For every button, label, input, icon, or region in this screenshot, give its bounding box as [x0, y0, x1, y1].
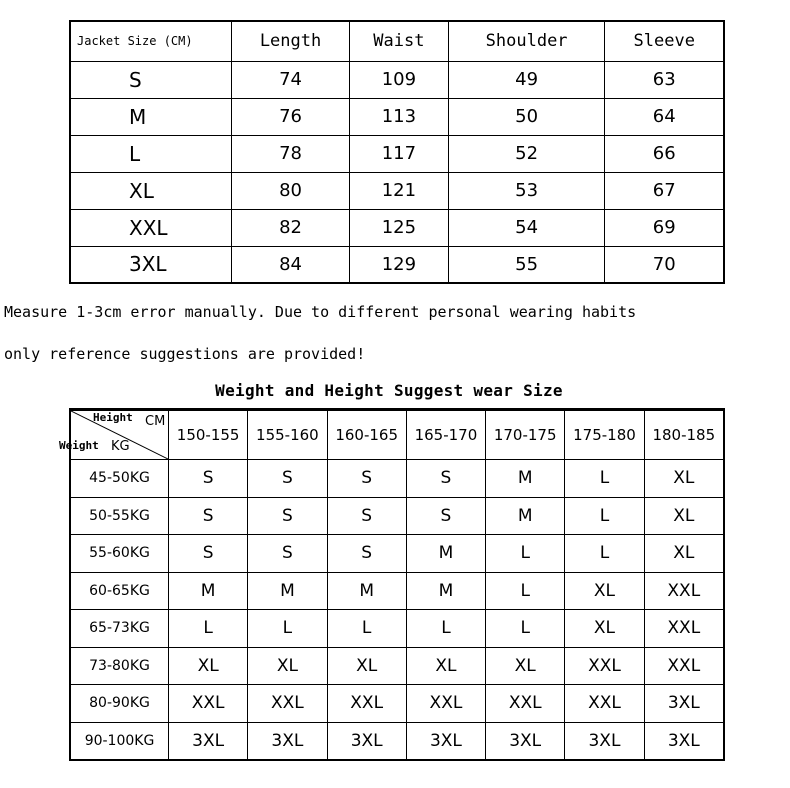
- size-cell: S: [248, 497, 327, 535]
- size-header-sleeve: Sleeve: [605, 21, 724, 61]
- size-cell: S: [406, 460, 485, 498]
- size-cell: XXL: [565, 647, 644, 685]
- waist-cell: 121: [350, 172, 449, 209]
- sleeve-cell: 69: [605, 209, 724, 246]
- size-cell: XXL: [644, 647, 724, 685]
- shoulder-cell: 54: [448, 209, 605, 246]
- sleeve-cell: 63: [605, 61, 724, 98]
- size-cell: S: [169, 460, 248, 498]
- size-cell: 3XL: [644, 722, 724, 760]
- weight-label: 60-65KG: [70, 572, 169, 610]
- size-cell: XXL: [169, 685, 248, 723]
- size-header-waist: Waist: [350, 21, 449, 61]
- size-label: L: [70, 135, 232, 172]
- size-cell: L: [327, 610, 406, 648]
- size-cell: XXL: [644, 572, 724, 610]
- reference-note: only reference suggestions are provided!: [4, 345, 366, 363]
- size-cell: S: [327, 460, 406, 498]
- corner-weight-label: Weight: [59, 439, 99, 452]
- size-cell: XL: [644, 460, 724, 498]
- size-cell: XL: [565, 610, 644, 648]
- size-cell: 3XL: [248, 722, 327, 760]
- size-cell: L: [565, 497, 644, 535]
- size-row-s: [70, 61, 724, 98]
- size-cell: M: [486, 497, 565, 535]
- waist-cell: 109: [350, 61, 449, 98]
- size-row-xl: [70, 172, 724, 209]
- size-label: XL: [70, 172, 232, 209]
- size-label: XXL: [70, 209, 232, 246]
- size-header-jacket-size: Jacket Size (CM): [70, 21, 232, 61]
- size-cell: 3XL: [565, 722, 644, 760]
- size-cell: M: [406, 572, 485, 610]
- length-cell: 76: [232, 98, 350, 135]
- size-cell: L: [486, 610, 565, 648]
- size-cell: L: [169, 610, 248, 648]
- height-header: 170-175: [486, 410, 565, 460]
- height-header: 150-155: [169, 410, 248, 460]
- weight-label: 45-50KG: [70, 460, 169, 498]
- length-cell: 74: [232, 61, 350, 98]
- shoulder-cell: 53: [448, 172, 605, 209]
- height-header: 175-180: [565, 410, 644, 460]
- jacket-size-table: [69, 20, 725, 284]
- size-cell: 3XL: [169, 722, 248, 760]
- size-label: S: [70, 61, 232, 98]
- size-cell: XL: [406, 647, 485, 685]
- shoulder-cell: 49: [448, 61, 605, 98]
- size-cell: S: [406, 497, 485, 535]
- wh-row: [70, 460, 724, 498]
- size-cell: S: [169, 535, 248, 573]
- size-cell: M: [327, 572, 406, 610]
- weight-label: 55-60KG: [70, 535, 169, 573]
- shoulder-cell: 55: [448, 246, 605, 283]
- wh-row: [70, 685, 724, 723]
- size-cell: L: [486, 572, 565, 610]
- corner-height-label: Height: [93, 411, 133, 424]
- size-row-m: [70, 98, 724, 135]
- wh-row: [70, 535, 724, 573]
- weight-label: 90-100KG: [70, 722, 169, 760]
- sleeve-cell: 64: [605, 98, 724, 135]
- size-cell: L: [406, 610, 485, 648]
- weight-label: 65-73KG: [70, 610, 169, 648]
- height-header: 160-165: [327, 410, 406, 460]
- weight-height-title: Weight and Height Suggest wear Size: [215, 381, 563, 400]
- measure-note: Measure 1-3cm error manually. Due to different personal wearing habits: [4, 303, 637, 321]
- corner-weight-unit: KG: [111, 439, 130, 454]
- weight-label: 50-55KG: [70, 497, 169, 535]
- size-cell: XXL: [327, 685, 406, 723]
- size-cell: 3XL: [327, 722, 406, 760]
- size-cell: XL: [248, 647, 327, 685]
- size-cell: 3XL: [644, 685, 724, 723]
- size-cell: M: [169, 572, 248, 610]
- wh-row: [70, 572, 724, 610]
- size-cell: XL: [486, 647, 565, 685]
- size-cell: XL: [169, 647, 248, 685]
- waist-cell: 117: [350, 135, 449, 172]
- size-cell: L: [565, 460, 644, 498]
- height-header: 180-185: [644, 410, 724, 460]
- height-header: 165-170: [406, 410, 485, 460]
- size-cell: L: [565, 535, 644, 573]
- size-header-shoulder: Shoulder: [448, 21, 605, 61]
- waist-cell: 129: [350, 246, 449, 283]
- wh-row: [70, 722, 724, 760]
- size-row-xxl: [70, 209, 724, 246]
- sleeve-cell: 70: [605, 246, 724, 283]
- size-row-l: [70, 135, 724, 172]
- length-cell: 80: [232, 172, 350, 209]
- size-cell: L: [248, 610, 327, 648]
- wh-row: [70, 497, 724, 535]
- corner-height-unit: CM: [145, 414, 166, 429]
- height-header: 155-160: [248, 410, 327, 460]
- size-cell: S: [327, 535, 406, 573]
- waist-cell: 113: [350, 98, 449, 135]
- size-cell: XXL: [406, 685, 485, 723]
- weight-height-table: [59, 408, 725, 761]
- wh-header-row: [70, 410, 724, 460]
- size-cell: S: [327, 497, 406, 535]
- size-cell: 3XL: [486, 722, 565, 760]
- size-cell: 3XL: [406, 722, 485, 760]
- size-cell: XXL: [565, 685, 644, 723]
- weight-label: 73-80KG: [70, 647, 169, 685]
- size-cell: XL: [565, 572, 644, 610]
- weight-label: 80-90KG: [70, 685, 169, 723]
- corner-header-cell: [59, 410, 169, 460]
- length-cell: 78: [232, 135, 350, 172]
- size-cell: M: [406, 535, 485, 573]
- size-cell: M: [486, 460, 565, 498]
- size-cell: XXL: [644, 610, 724, 648]
- size-cell: S: [248, 535, 327, 573]
- sleeve-cell: 67: [605, 172, 724, 209]
- wh-row: [70, 610, 724, 648]
- shoulder-cell: 50: [448, 98, 605, 135]
- waist-cell: 125: [350, 209, 449, 246]
- size-cell: XXL: [486, 685, 565, 723]
- size-cell: XL: [644, 497, 724, 535]
- size-cell: L: [486, 535, 565, 573]
- size-cell: XL: [327, 647, 406, 685]
- wh-row: [70, 647, 724, 685]
- size-cell: XXL: [248, 685, 327, 723]
- length-cell: 84: [232, 246, 350, 283]
- size-cell: S: [169, 497, 248, 535]
- size-cell: XL: [644, 535, 724, 573]
- length-cell: 82: [232, 209, 350, 246]
- size-cell: M: [248, 572, 327, 610]
- size-label: M: [70, 98, 232, 135]
- shoulder-cell: 52: [448, 135, 605, 172]
- size-table-header-row: [70, 21, 724, 61]
- size-row-3xl: [70, 246, 724, 283]
- sleeve-cell: 66: [605, 135, 724, 172]
- size-label: 3XL: [70, 246, 232, 283]
- size-header-length: Length: [232, 21, 350, 61]
- size-cell: S: [248, 460, 327, 498]
